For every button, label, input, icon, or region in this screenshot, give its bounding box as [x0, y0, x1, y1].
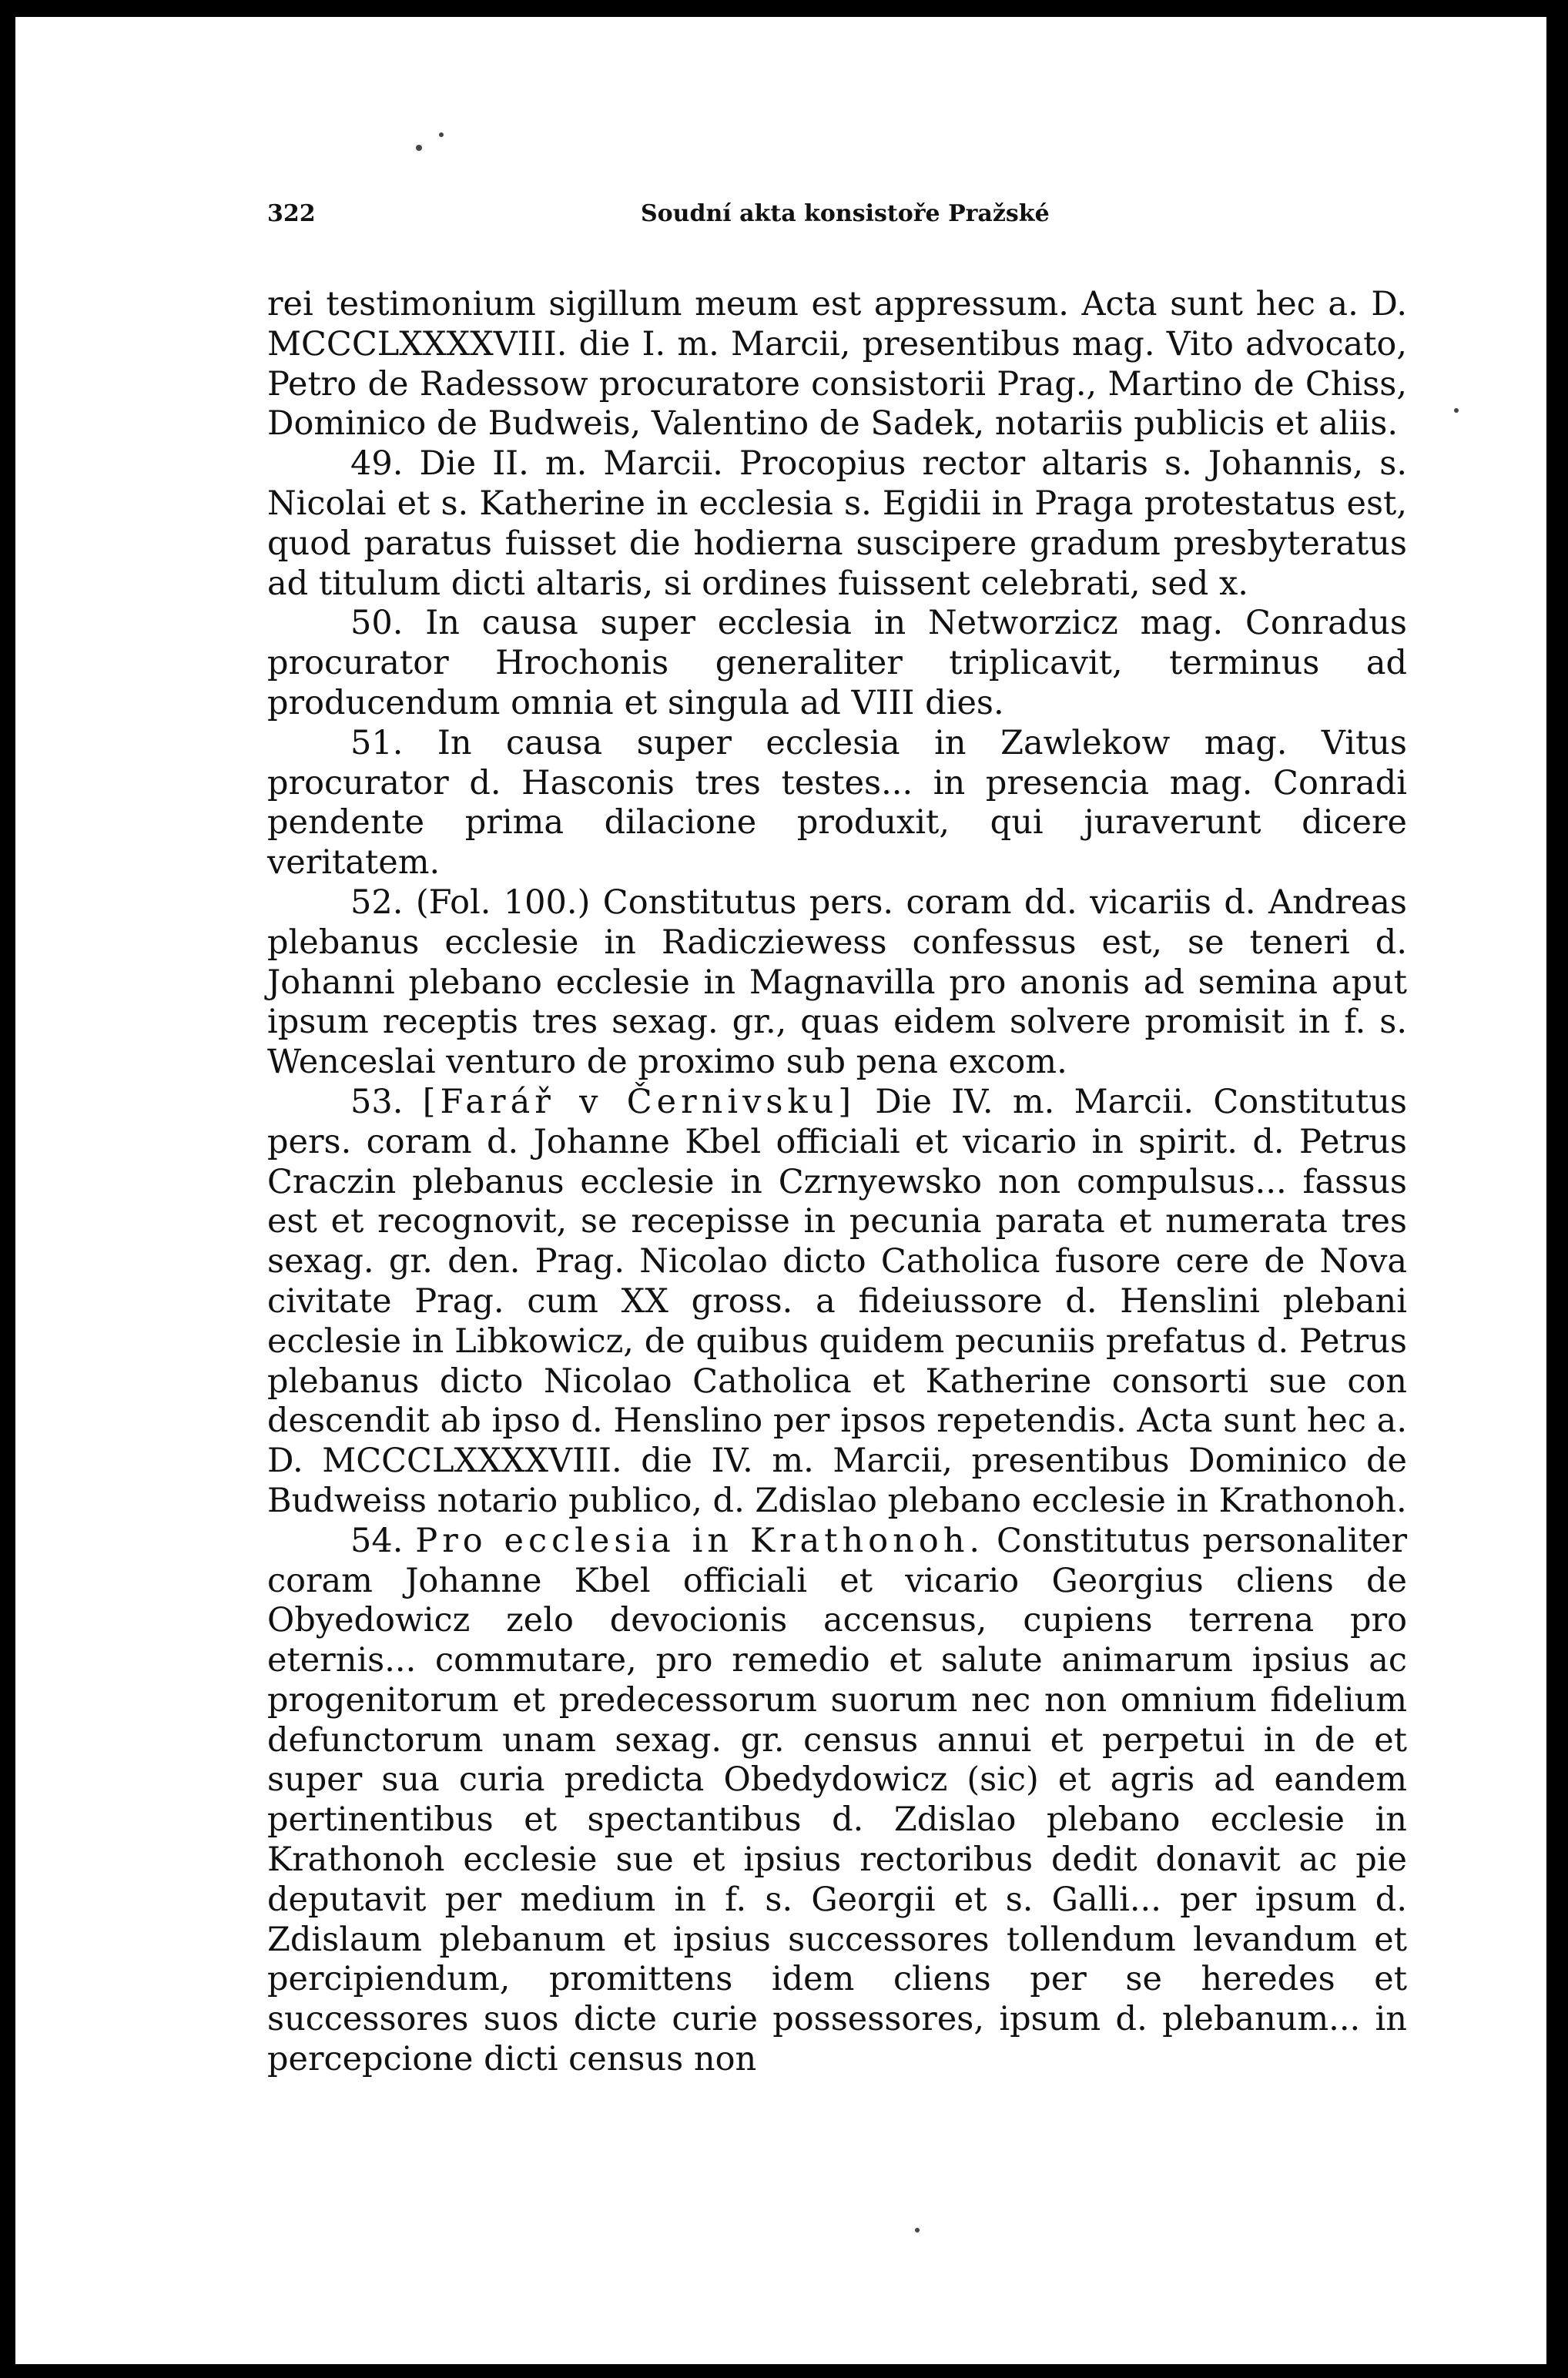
running-head	[267, 177, 1407, 227]
entry-51	[267, 724, 1407, 883]
entry-lead: 49. Die II. m. Marcii.	[350, 444, 723, 484]
entry-spaced-heading: [Farář v Černivsku]	[422, 1082, 856, 1121]
entry-49	[267, 444, 1407, 604]
scan-speck	[416, 145, 422, 151]
scan-speck	[915, 2228, 920, 2232]
text-body	[267, 285, 1407, 2080]
entry-52	[267, 883, 1407, 1083]
entry-text: Constitutus pers. coram dd. vicariis d. Andreas plebanus ecclesie in Radicziewess confessus est, se teneri d. Johanni plebano ecclesie in Magnavilla pro anonis ad semina aput ipsum receptis tres sexag. gr., quas eidem solvere promisit in f. s. Wenceslai venturo de proximo sub pena excom.	[267, 883, 1408, 1082]
page-number: 322	[267, 200, 316, 227]
entry-lead: 50.	[350, 604, 404, 643]
entry-50	[267, 604, 1407, 723]
entry-text: Constitutus personaliter coram Johanne Kbel officiali et vicario Georgius cliens de Obyedowicz zelo devocionis accensus, cupiens terrena pro eternis... commutare, pro remedio et salute animarum ipsius ac progenitorum et predecessorum suorum nec non omnium fidelium defunctorum unam sexag. gr. census annui et perpetui in de et super sua curia predicta Obedydowicz (sic) et agris ad eandem pertinentibus et spectantibus d. Zdislao plebano ecclesie in Krathonoh ecclesie sue et ipsius rectoribus dedit donavit ac pie deputavit per medium in f. s. Georgii et s. Galli... per ipsum d. Zdislaum plebanum et ipsius successores tollendum levandum et percipiendum, promittens idem cliens per se heredes et successores suos dicte curie possessores, ipsum d. plebanum... in percepcione dicti census non	[267, 1521, 1408, 2079]
entry-text: In causa super ecclesia in Zawlekow mag. Vitus procurator d. Hasconis tres testes... in presencia mag. Conradi pendente prima dilacione produxit, qui juraverunt dicere veritatem.	[267, 723, 1407, 883]
entry-text: In causa super ecclesia in Networzicz mag. Conradus procurator Hrochonis generaliter triplicavit, terminus ad producendum omnia et singula ad VIII dies.	[267, 604, 1407, 722]
paragraph-text: rei testimonium sigillum meum est appressum. Acta sunt hec a. D. MCCCLXXXXVIII. die I. m. Marcii, presentibus mag. Vito advocato, Petro de Radessow procuratore consistorii Prag., Martino de Chiss, Dominico de Budweis, Valentino de Sadek, notariis publicis et aliis.	[267, 285, 1407, 444]
running-title: Soudní akta konsistoře Pražské	[641, 200, 1050, 227]
book-page	[267, 177, 1407, 2080]
entry-text: Procopius rector altaris s. Johannis, s. Nicolai et s. Katherine in ecclesia s. Egidii in Praga protestatus est, quod paratus fuisset die hodierna suscipere gradum presbyteratus ad titulum dicti altaris, si ordines fuissent celebrati, sed x.	[267, 444, 1408, 603]
entry-lead: 53.	[350, 1082, 404, 1121]
paragraph-continuation	[267, 285, 1407, 444]
entry-lead: 54.	[350, 1521, 404, 1560]
entry-54	[267, 1522, 1407, 2080]
scan-speck	[1454, 408, 1459, 413]
entry-text: Die IV. m. Marcii. Constitutus pers. coram d. Johanne Kbel officiali et vicario in spirit. d. Petrus Craczin plebanus ecclesie in Czrnyewsko non compulsus... fassus est et recognovit, se recepisse in pecunia parata et numerata tres sexag. gr. den. Prag. Nicolao dicto Catholica fusore cere de Nova civitate Prag. cum XX gross. a fideiussore d. Henslini plebani ecclesie in Libkowicz, de quibus quidem pecuniis prefatus d. Petrus plebanus dicto Nicolao Catholica et Katherine consorti sue con descendit ab ipso d. Henslino per ipsos repetendis. Acta sunt hec a. D. MCCCLXXXXVIII. die IV. m. Marcii, presentibus Dominico de Budweiss notario publico, d. Zdislao plebano ecclesie in Krathonoh.	[267, 1082, 1407, 1520]
scan-speck	[439, 132, 444, 137]
entry-53	[267, 1083, 1407, 1522]
entry-spaced-heading: Pro ecclesia in Krathonoh.	[415, 1521, 985, 1560]
entry-lead: 51.	[350, 723, 404, 762]
entry-lead: 52. (Fol. 100.)	[350, 883, 591, 922]
